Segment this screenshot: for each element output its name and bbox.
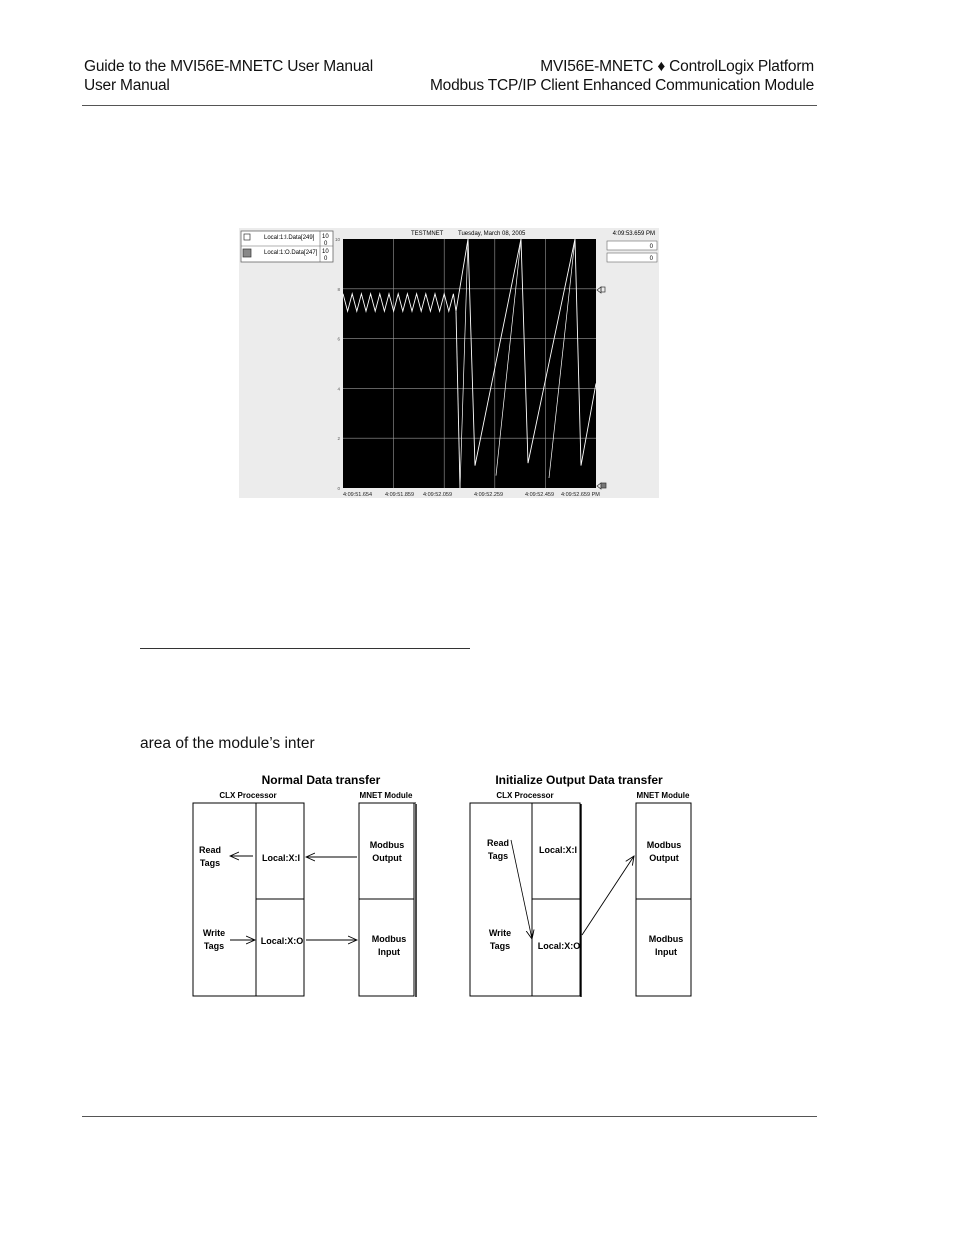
- legend-tag-1: Local:1:I.Data[249]: [264, 235, 315, 241]
- y-tick-label: 4: [337, 386, 340, 392]
- trend-chart: [239, 228, 659, 498]
- body-text-fragment: area of the module’s inter: [140, 735, 315, 752]
- section-rule: [140, 648, 470, 649]
- footer-rule: [82, 1116, 817, 1117]
- read-tags-label: Read Tags: [486, 838, 510, 861]
- y-tick-label: 6: [337, 336, 340, 342]
- normal-transfer-title: Normal Data transfer: [261, 773, 381, 787]
- write-tags-label: Write Tags: [202, 928, 226, 951]
- trend-date: Tuesday, March 08, 2005: [458, 231, 526, 237]
- normal-transfer-diagram: [193, 773, 416, 997]
- mnet-module-label: MNET Module: [359, 791, 413, 800]
- legend-max-1: 10: [322, 234, 329, 240]
- legend-min-2: 0: [324, 256, 328, 262]
- modbus-input-label: Modbus Input: [648, 934, 684, 957]
- y-tick-label: 8: [337, 286, 340, 292]
- product-platform: MVI56E-MNETC ♦ ControlLogix Platform: [540, 58, 814, 75]
- x-tick-label: 4:09:52.459: [525, 492, 555, 498]
- legend-min-1: 0: [324, 241, 328, 247]
- y-tick-label: 10: [334, 237, 340, 242]
- modbus-input-label: Modbus Input: [371, 934, 407, 957]
- manual-subtitle: User Manual: [84, 77, 170, 94]
- modbus-output-label: Modbus Output: [646, 840, 682, 863]
- local-o-label: Local:X:O: [537, 941, 581, 951]
- local-i-label: Local:X:I: [261, 853, 301, 863]
- header-left: [84, 57, 373, 95]
- header-right: [430, 57, 814, 95]
- legend-checkbox[interactable]: [243, 249, 251, 257]
- clx-processor-label: CLX Processor: [219, 791, 277, 800]
- header-rule: [82, 105, 817, 106]
- x-tick-label: 4:09:52.259: [474, 492, 504, 498]
- trend-end-time: 4:09:53.659 PM: [612, 231, 655, 237]
- legend-tag-2: Local:1:O.Data[247]: [264, 250, 318, 256]
- read-tags-label: Read Tags: [198, 845, 222, 868]
- x-tick-label: 4:09:52.659 PM: [561, 492, 600, 498]
- value-box-1-text: 0: [649, 244, 653, 250]
- arrow-local-o-to-output: [582, 856, 634, 935]
- modbus-output-label: Modbus Output: [369, 840, 405, 863]
- write-tags-label: Write Tags: [488, 928, 512, 951]
- y-tick-label: 2: [337, 436, 340, 442]
- local-o-label: Local:X:O: [260, 936, 304, 946]
- x-tick-label: 4:09:51.654: [343, 492, 373, 498]
- value-box-2-text: 0: [649, 256, 653, 262]
- local-i-label: Local:X:I: [538, 845, 578, 855]
- mnet-module-label: MNET Module: [636, 791, 690, 800]
- trend-title: TESTMNET: [411, 231, 444, 237]
- initialize-transfer-diagram: [470, 773, 691, 997]
- initialize-transfer-title: Initialize Output Data transfer: [495, 773, 663, 787]
- product-description: Modbus TCP/IP Client Enhanced Communication Module: [429, 77, 814, 94]
- x-tick-label: 4:09:52.059: [423, 492, 453, 498]
- manual-title: Guide to the MVI56E-MNETC User Manual: [84, 58, 373, 75]
- trend-legend: [241, 231, 333, 262]
- legend-max-2: 10: [322, 249, 329, 255]
- arrow-read-to-local-o: [511, 840, 532, 939]
- data-transfer-diagram: [185, 768, 705, 1008]
- legend-checkbox[interactable]: [244, 234, 250, 240]
- y-tick-label: 0: [337, 486, 340, 491]
- clx-processor-label: CLX Processor: [496, 791, 554, 800]
- x-tick-label: 4:09:51.859: [385, 492, 415, 498]
- pen-marker-2-box: [601, 483, 606, 488]
